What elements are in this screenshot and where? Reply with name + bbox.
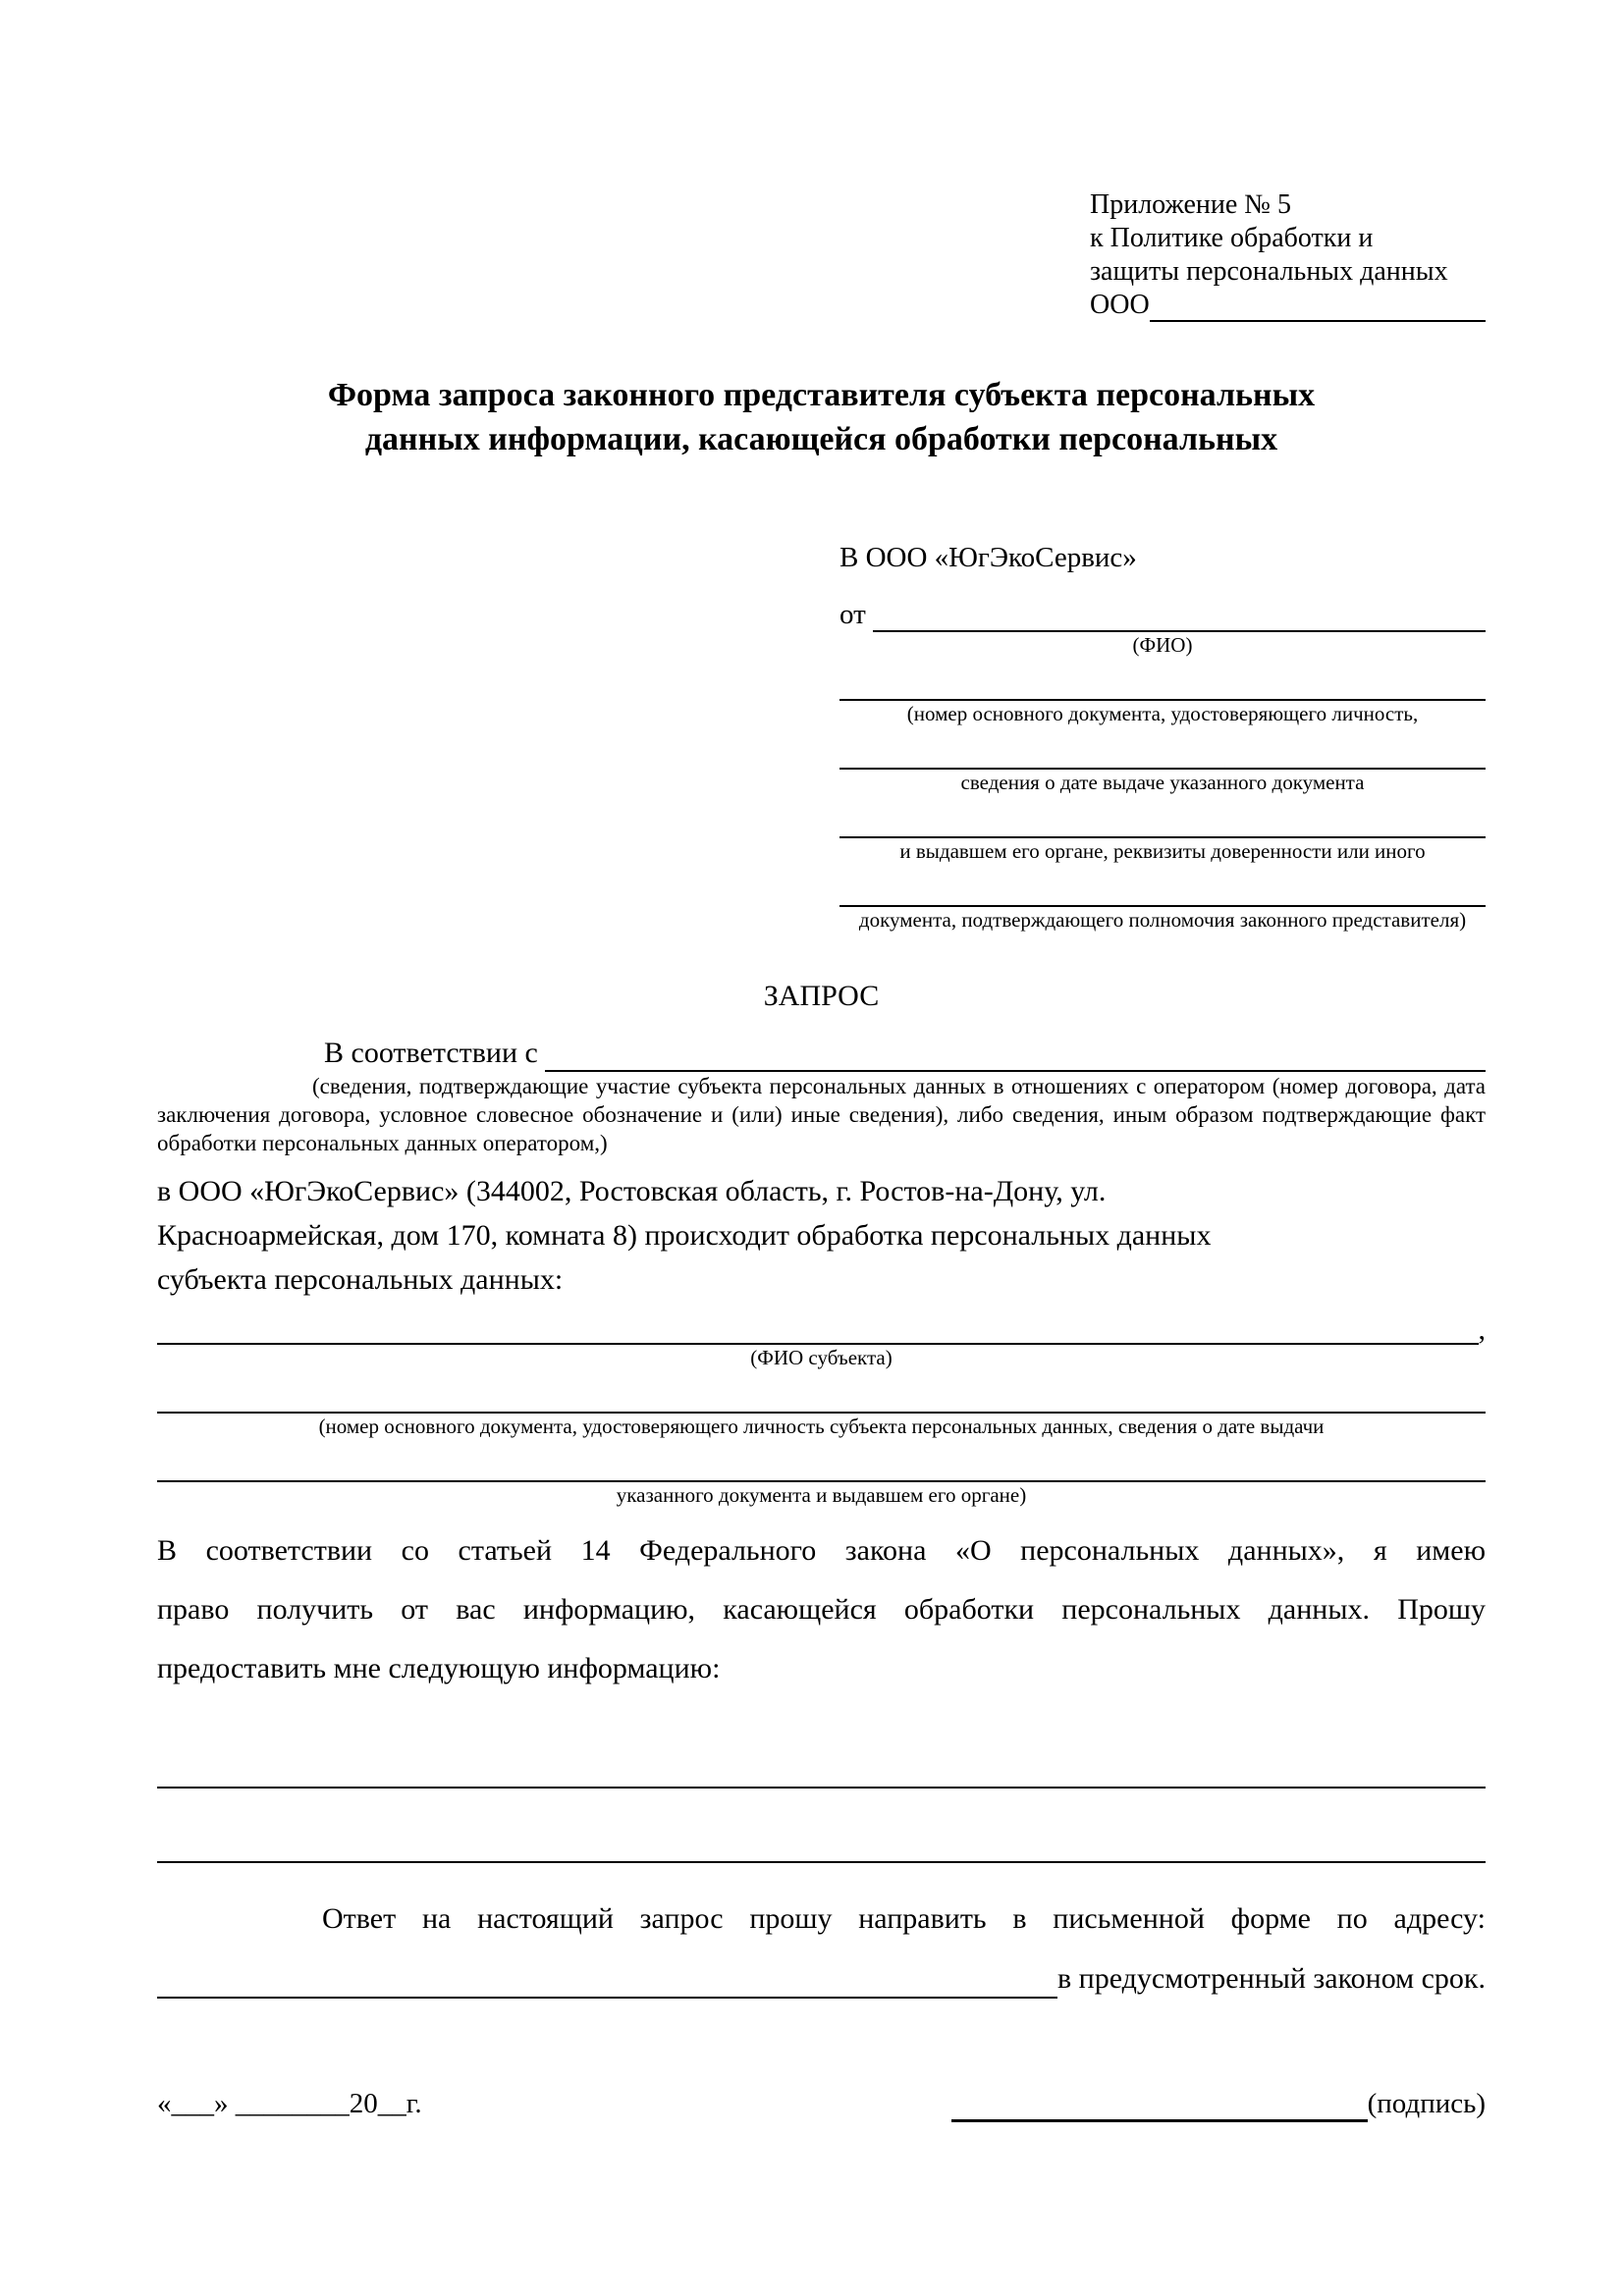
doc-blank-line-4 bbox=[839, 864, 1486, 907]
appendix-line-1: Приложение № 5 bbox=[1090, 189, 1291, 220]
subject-doc-caption-1: (номер основного документа, удостоверяющего личность субъекта персональных данных, сведения о дате выдачи bbox=[318, 1415, 1325, 1438]
note-line-2: заключения договора, условное словесное обозначение и (или) иные сведения), либо сведения, иным образом подтверждающие факт bbox=[157, 1102, 1486, 1127]
law-line-2: право получить от вас информацию, касающейся обработки персональных данных. Прошу bbox=[157, 1593, 1486, 1626]
intro-row bbox=[157, 1035, 1486, 1072]
subject-comma: , bbox=[1478, 1313, 1486, 1346]
doc-caption-2: сведения о дате выдаче указанного документа bbox=[960, 771, 1365, 794]
intro-label: В соответствии с bbox=[324, 1037, 546, 1069]
intro-blank-line bbox=[545, 1044, 1486, 1072]
footer-row bbox=[157, 2085, 1486, 2122]
signature-group bbox=[951, 2085, 1486, 2122]
law-line-1: В соответствии со статьей 14 Федерального закона «О персональных данных», я имею bbox=[157, 1534, 1486, 1567]
subject-fio-row bbox=[157, 1302, 1486, 1345]
subject-fio-blank-line bbox=[157, 1302, 1479, 1345]
operator-line-3: субъекта персональных данных: bbox=[157, 1263, 564, 1296]
form-title-line-2: данных информации, касающейся обработки персональных bbox=[364, 421, 1278, 457]
subject-doc-blank-line-1 bbox=[157, 1370, 1486, 1414]
response-paragraph: Ответ на настоящий запрос прошу направить в письменной форме по адресу: bbox=[322, 1902, 1486, 1935]
response-tail: в предусмотренный законом срок. bbox=[1057, 1962, 1486, 1995]
note-line-1: (сведения, подтверждающие участие субъекта персональных данных в отношениях с оператором (номер договора, дата bbox=[312, 1074, 1486, 1098]
from-label: от bbox=[839, 599, 874, 630]
appendix-line-2: к Политике обработки и bbox=[1090, 223, 1374, 253]
form-title-line-1: Форма запроса законного представителя субъекта персональных bbox=[327, 377, 1316, 413]
doc-blank-line-3 bbox=[839, 795, 1486, 838]
form-title bbox=[157, 373, 1486, 461]
signature-blank-line bbox=[951, 2090, 1368, 2122]
doc-blank-line-2 bbox=[839, 726, 1486, 770]
from-row bbox=[839, 597, 1486, 632]
address-blank-line bbox=[157, 1963, 1057, 1999]
date-field: «___» ________20__г. bbox=[157, 2088, 422, 2119]
from-blank-line bbox=[873, 605, 1486, 632]
doc-caption-4: документа, подтверждающего полномочия законного представителя) bbox=[858, 908, 1467, 932]
operator-paragraph bbox=[157, 1169, 1486, 1302]
info-blank-line-2 bbox=[157, 1861, 1486, 1863]
note-line-3: обработки персональных данных оператором,) bbox=[157, 1131, 608, 1155]
ooo-blank-line bbox=[1150, 294, 1486, 322]
doc-caption-3: и выдавшем его органе, реквизиты доверенности или иного bbox=[899, 839, 1426, 863]
law-paragraph bbox=[157, 1522, 1486, 1698]
addressee-block bbox=[839, 540, 1486, 933]
addressee-to: В ООО «ЮгЭкоСервис» bbox=[839, 542, 1137, 573]
request-heading: ЗАПРОС bbox=[763, 980, 880, 1012]
doc-blank-line-1 bbox=[839, 658, 1486, 701]
operator-line-1: в ООО «ЮгЭкоСервис» (344002, Ростовская область, г. Ростов-на-Дону, ул. bbox=[157, 1175, 1107, 1207]
law-line-3: предоставить мне следующую информацию: bbox=[157, 1652, 721, 1684]
subject-doc-blank-line-2 bbox=[157, 1439, 1486, 1482]
appendix-block bbox=[1090, 188, 1486, 322]
intro-note bbox=[157, 1072, 1486, 1157]
response-address-row bbox=[157, 1959, 1486, 1999]
signature-caption: (подпись) bbox=[1367, 2088, 1486, 2119]
appendix-ooo-row bbox=[1090, 289, 1486, 322]
ooo-label: ООО bbox=[1090, 290, 1150, 320]
doc-caption-1: (номер основного документа, удостоверяющего личность, bbox=[906, 702, 1419, 725]
appendix-line-3: защиты персональных данных bbox=[1090, 256, 1448, 287]
fio-caption: (ФИО) bbox=[1132, 633, 1193, 657]
subject-fio-caption: (ФИО субъекта) bbox=[750, 1346, 893, 1369]
info-blank-line-1 bbox=[157, 1787, 1486, 1789]
subject-doc-caption-2: указанного документа и выдавшем его органе) bbox=[616, 1483, 1027, 1507]
operator-line-2: Красноармейская, дом 170, комната 8) происходит обработка персональных данных bbox=[157, 1219, 1212, 1252]
